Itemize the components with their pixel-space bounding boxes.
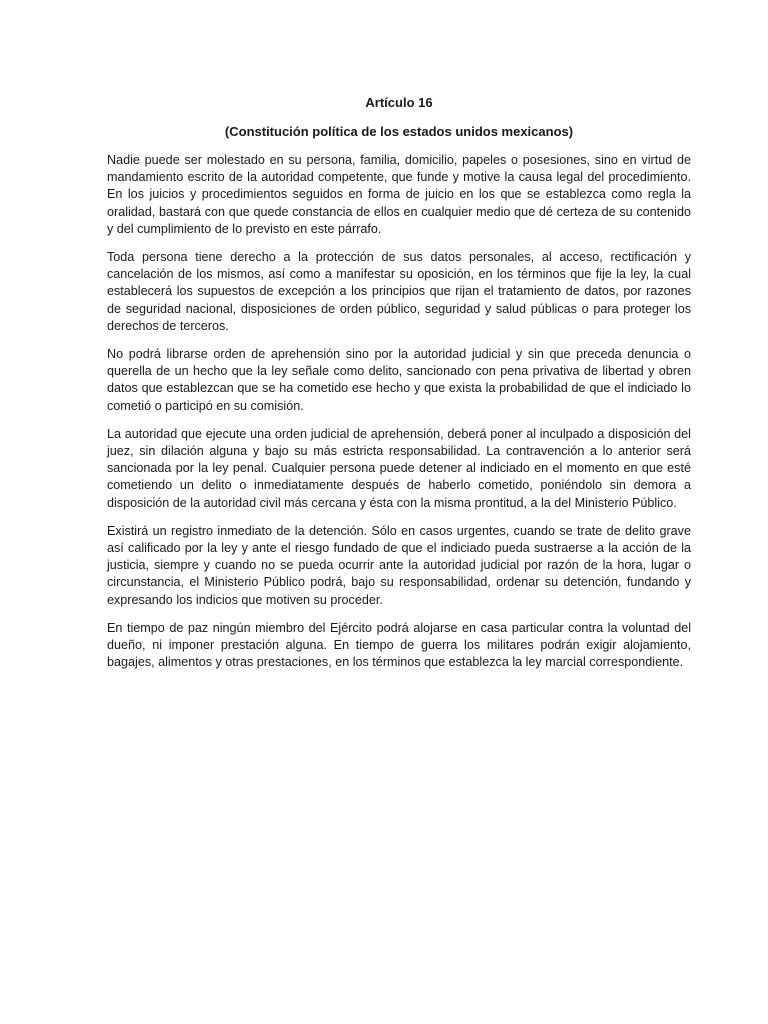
paragraph-3: No podrá librarse orden de aprehensión sino por la autoridad judicial y sin que preceda denuncia o querella de un hecho que la ley señale como delito, sancionado con pena privativa de libertad y obren datos que establezcan que se ha cometido ese hecho y que exista la probabilidad de que el indiciado lo cometió o participó en su comisión. [107,347,691,413]
paragraph-4: La autoridad que ejecute una orden judicial de aprehensión, deberá poner al inculpado a disposición del juez, sin dilación alguna y bajo su más estricta responsabilidad. La contravención a lo anterior será sancionada por la ley penal. Cualquier persona puede detener al indiciado en el momento en que esté cometiendo un delito o inmediatamente después de haberlo cometido, poniéndolo sin demora a disposición de la autoridad civil más cercana y ésta con la misma prontitud, a la del Ministerio Público. [107,426,691,510]
article-title: Artículo 16 [365,95,433,110]
paragraph-5: Existirá un registro inmediato de la detención. Sólo en casos urgentes, cuando se trate de delito grave así calificado por la ley y ante el riesgo fundado de que el indiciado pueda sustraerse a la acción de la justicia, siempre y cuando no se pueda ocurrir ante la autoridad judicial por razón de la hora, lugar o circunstancia, el Ministerio Público podrá, bajo su responsabilidad, ordenar su detención, fundando y expresando los indicios que motiven su proceder. [107,523,691,607]
document-page [107,94,691,682]
article-subtitle: (Constitución política de los estados unidos mexicanos) [224,124,574,139]
paragraph-2: Toda persona tiene derecho a la protección de sus datos personales, al acceso, rectificación y cancelación de los mismos, así como a manifestar su oposición, en los términos que fije la ley, la cual establecerá los supuestos de excepción a los principios que rijan el tratamiento de datos, por razones de seguridad nacional, disposiciones de orden público, seguridad y salud públicas o para proteger los derechos de terceros. [107,250,691,333]
paragraph-6: En tiempo de paz ningún miembro del Ejército podrá alojarse en casa particular contra la voluntad del dueño, ni imponer prestación alguna. En tiempo de guerra los militares podrán exigir alojamiento, bagajes, alimentos y otras prestaciones, en los términos que establezca la ley marcial correspondiente. [107,620,691,670]
paragraph-1: Nadie puede ser molestado en su persona, familia, domicilio, papeles o posesiones, sino en virtud de mandamiento escrito de la autoridad competente, que funde y motive la causa legal del procedimiento. En los juicios y procedimientos seguidos en forma de juicio en los que se establezca como regla la oralidad, bastará con que quede constancia de ellos en cualquier medio que dé certeza de su contenido y del cumplimiento de lo previsto en este párrafo. [107,153,691,236]
